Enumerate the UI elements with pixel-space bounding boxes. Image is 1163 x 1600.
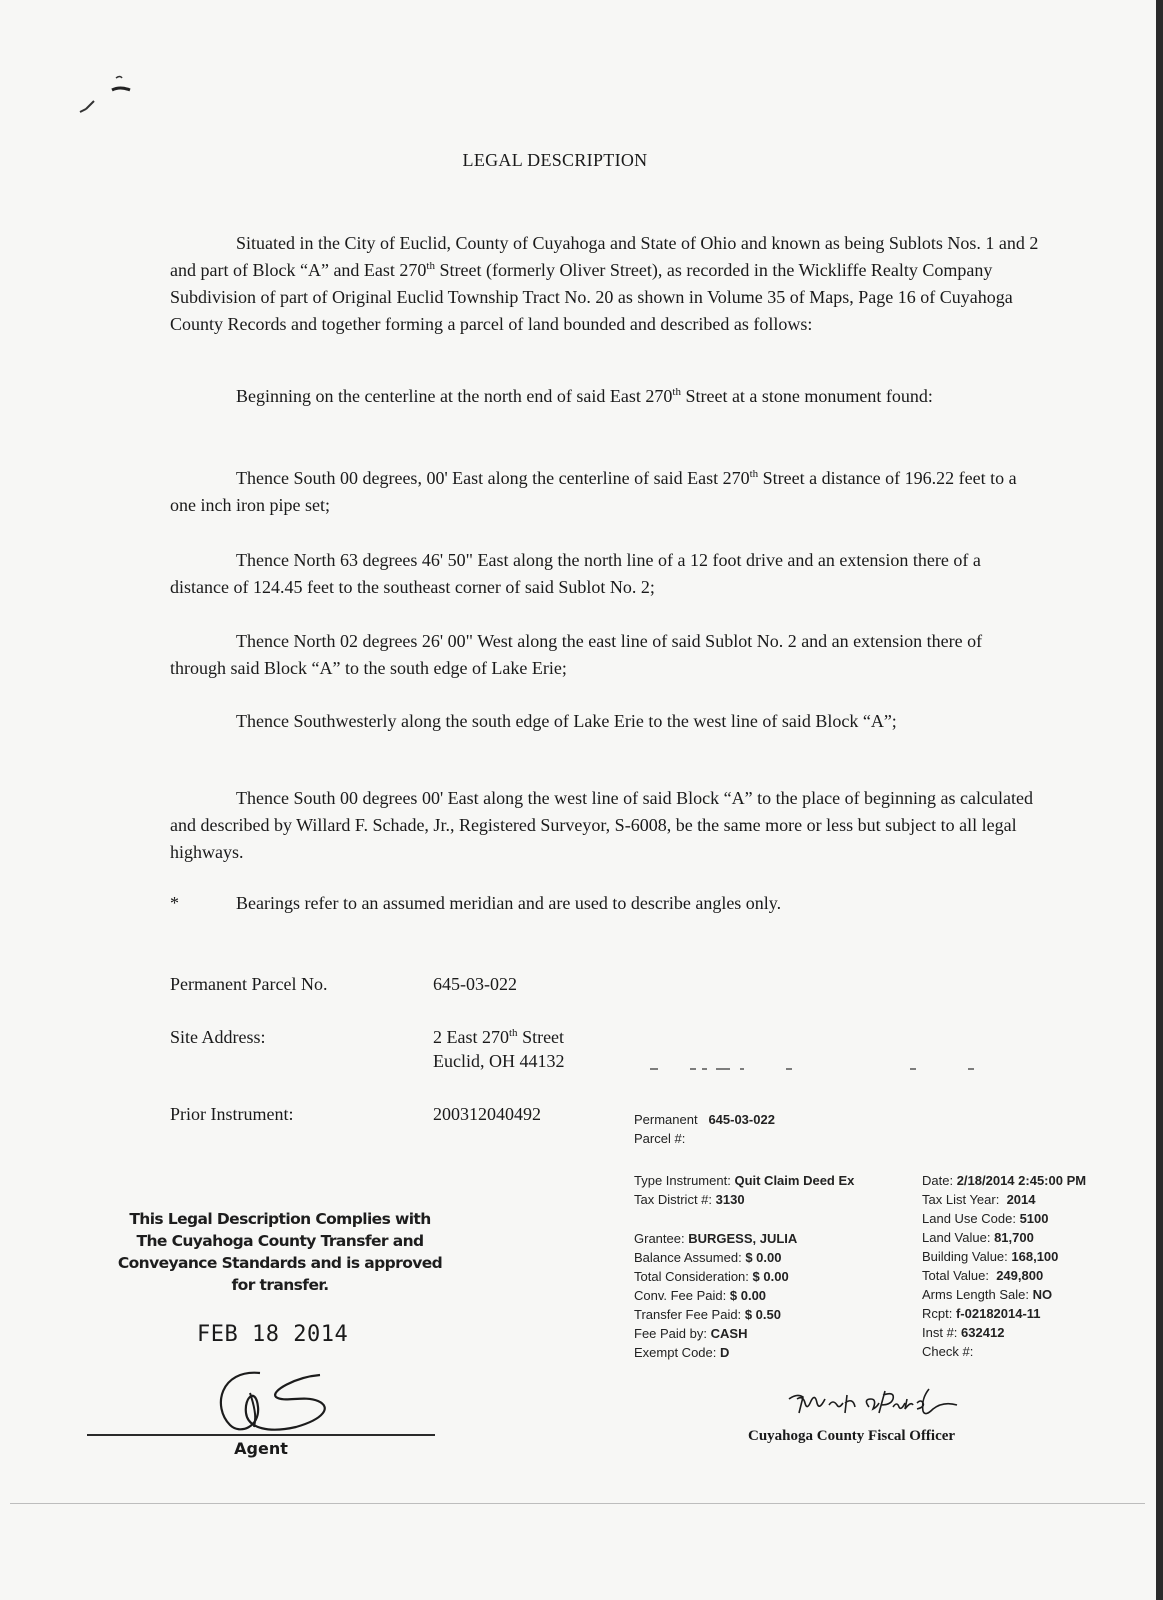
paragraph-text: Situated in the City of Euclid, County of Cuyahoga and State of Ohio and known as being Sublots Nos. 1 and 2 and part of Block “A” and East 270th Street (formerly Oliver Street), as recorded in the Wickliffe Realty Company Subdivision of part of Original Euclid Township Tract No. 20 as shown in Volume 35 of Maps, Page 16 of Cuyahoga County Records and together forming a parcel of land bounded and described as follows: [170,233,1039,334]
prior-instrument-value: 200312040492 [433,1104,541,1124]
stamp-permanent-parcel: Permanent 645-03-022 Parcel #: [634,1112,775,1146]
site-address-value [433,1025,564,1073]
asterisk-marker: * [170,893,179,913]
stamp-land-use: Land Use Code: 5100 [922,1211,1049,1226]
fiscal-officer-signature [785,1385,965,1419]
approval-date-stamp: FEB 18 2014 [197,1322,349,1347]
paragraph-situated [170,230,1040,338]
stamp-inst: Inst #: 632412 [922,1325,1005,1340]
stamp-tax-year: Tax List Year: 2014 [922,1192,1036,1207]
stamp-tax-district: Tax District #: 3130 [634,1192,745,1207]
bearings-note [170,893,781,914]
stamp-right-column [922,1171,1086,1361]
agent-signature-line [87,1434,435,1436]
paragraph-text: Beginning on the centerline at the north end of said East 270th Street at a stone monument found: [236,386,933,406]
compliance-statement: This Legal Description Complies with The Cuyahoga County Transfer and Conveyance Standards and is approved for transfer. [117,1210,443,1294]
paragraph-thence-north-63 [170,547,1040,601]
site-address-city: Euclid, OH 44132 [433,1051,565,1071]
stamp-transfer-fee: Transfer Fee Paid: $ 0.50 [634,1307,781,1322]
stamp-conv-fee: Conv. Fee Paid: $ 0.00 [634,1288,767,1303]
stamp-receipt: Rcpt: f-02182014-11 [922,1306,1041,1321]
paragraph-beginning [170,383,1040,410]
scan-fold-line [10,1503,1145,1504]
paragraph-text: Thence North 02 degrees 26' 00" West along the east line of said Sublot No. 2 and an extension there of through said Block “A” to the south edge of Lake Erie; [170,631,983,678]
paragraph-text: Thence South 00 degrees 00' East along the west line of said Block “A” to the place of beginning as calculated and described by Willard F. Schade, Jr., Registered Surveyor, S-6008, be the same more or less but subject to all legal highways. [170,788,1033,862]
stamp-total-value: Total Value: 249,800 [922,1268,1044,1283]
parcel-label: Permanent Parcel No. [170,974,328,994]
prior-instrument-label: Prior Instrument: [170,1104,294,1124]
stamp-total-consideration: Total Consideration: $ 0.00 [634,1269,789,1284]
paragraph-text: Thence Southwesterly along the south edge of Lake Erie to the west line of said Block “A”; [236,711,897,731]
paragraph-text: Thence South 00 degrees, 00' East along the centerline of said East 270th Street a distance of 196.22 feet to a one inch iron pipe set; [170,468,1017,515]
stamp-grantee: Grantee: BURGESS, JULIA [634,1231,798,1246]
parcel-value: 645-03-022 [433,974,517,994]
agent-signature [200,1367,340,1437]
paragraph-thence-north-02 [170,628,1040,682]
site-address-street: 2 East 270th Street [433,1027,565,1047]
stamp-building-value: Building Value: 168,100 [922,1249,1059,1264]
stamp-type-instrument: Type Instrument: Quit Claim Deed Ex [634,1173,855,1188]
document-title: LEGAL DESCRIPTION [462,150,648,170]
stamp-balance-assumed: Balance Assumed: $ 0.00 [634,1250,782,1265]
fiscal-officer-title: Cuyahoga County Fiscal Officer [748,1428,956,1444]
stamp-exempt-code: Exempt Code: D [634,1345,730,1360]
paragraph-text: Thence North 63 degrees 46' 50" East along the north line of a 12 foot drive and an extension there of a distance of 124.45 feet to the southeast corner of said Sublot No. 2; [170,550,981,597]
scan-edge [1156,0,1163,1600]
agent-label: Agent [234,1439,288,1458]
paragraph-thence-southwesterly [170,708,1040,735]
stamp-date: Date: 2/18/2014 2:45:00 PM [922,1173,1087,1188]
paragraph-thence-south-00 [170,785,1040,866]
stamp-check: Check #: [922,1344,974,1359]
stamp-land-value: Land Value: 81,700 [922,1230,1034,1245]
paragraph-thence-south [170,465,1040,519]
stamp-left-column [634,1171,854,1362]
bearings-note-text: Bearings refer to an assumed meridian and are used to describe angles only. [236,893,782,913]
site-address-label: Site Address: [170,1027,266,1047]
stamp-fee-paid-by: Fee Paid by: CASH [634,1326,748,1341]
stamp-arms-length: Arms Length Sale: NO [922,1287,1053,1302]
pen-mark-icon [78,72,138,122]
faint-dashes [650,1066,985,1072]
